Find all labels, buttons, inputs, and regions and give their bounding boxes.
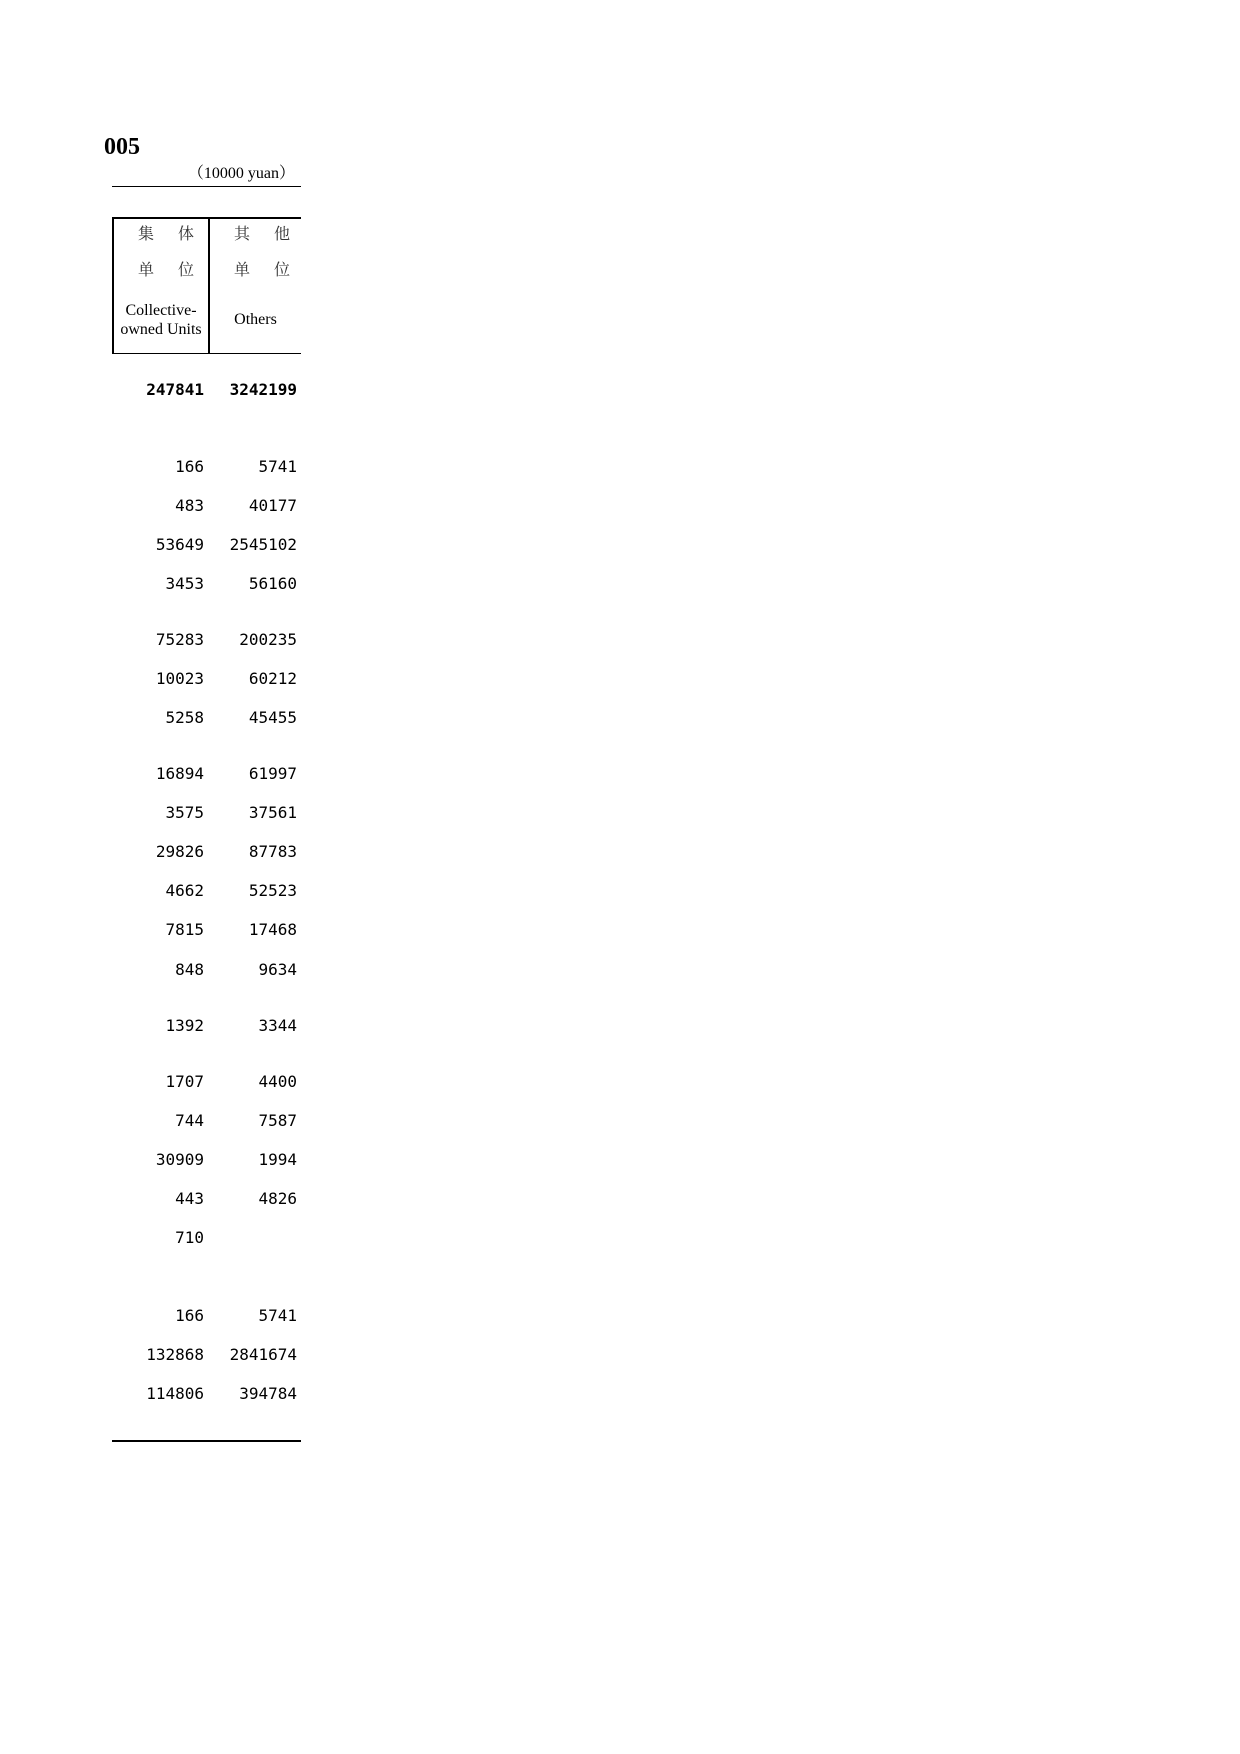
table-row bbox=[112, 1343, 301, 1367]
column-header-en-line1: Others bbox=[234, 311, 277, 328]
column-header-en-line2: owned Units bbox=[120, 321, 202, 338]
cell-others: 40177 bbox=[248, 496, 297, 515]
cell-collective-owned: 1392 bbox=[165, 1016, 204, 1035]
cell-others: 5741 bbox=[258, 1306, 297, 1325]
cell-collective-owned: 443 bbox=[175, 1189, 204, 1208]
cell-collective-owned: 16894 bbox=[155, 764, 204, 783]
cell-others: 200235 bbox=[239, 630, 297, 649]
table-row bbox=[112, 455, 301, 479]
page-title bbox=[104, 130, 172, 164]
column-header-zh-line1: 集体 bbox=[138, 226, 219, 243]
table-row bbox=[112, 1187, 301, 1211]
cell-others: 9634 bbox=[258, 960, 297, 979]
cell-others: 4826 bbox=[258, 1189, 297, 1208]
table-row bbox=[112, 958, 301, 982]
column-header-en-line1: Collective- bbox=[125, 302, 197, 319]
column-header-zh-line2: 单位 bbox=[138, 262, 219, 279]
column-header-others bbox=[210, 219, 315, 353]
table-row bbox=[112, 706, 301, 730]
table-row bbox=[112, 1304, 301, 1328]
cell-others: 3242199 bbox=[229, 380, 297, 399]
table-row bbox=[112, 628, 301, 652]
cell-collective-owned: 3575 bbox=[165, 803, 204, 822]
cell-collective-owned: 132868 bbox=[146, 1345, 204, 1364]
column-header-en bbox=[114, 301, 208, 339]
cell-others: 7587 bbox=[258, 1111, 297, 1130]
header-bottom-border bbox=[112, 353, 301, 354]
cell-others: 37561 bbox=[248, 803, 297, 822]
table-row bbox=[112, 1148, 301, 1172]
cell-collective-owned: 247841 bbox=[146, 380, 204, 399]
column-header-zh-line1: 其他 bbox=[234, 226, 315, 243]
cell-collective-owned: 166 bbox=[175, 457, 204, 476]
cell-collective-owned: 3453 bbox=[165, 574, 204, 593]
table-row bbox=[112, 1014, 301, 1038]
table-row bbox=[112, 1226, 301, 1250]
cell-collective-owned: 10023 bbox=[155, 669, 204, 688]
table-row bbox=[112, 918, 301, 942]
table-row bbox=[112, 879, 301, 903]
table-row bbox=[112, 1109, 301, 1133]
cell-others: 3344 bbox=[258, 1016, 297, 1035]
cell-collective-owned: 29826 bbox=[155, 842, 204, 861]
cell-others: 56160 bbox=[248, 574, 297, 593]
column-header-zh-line2: 单位 bbox=[234, 262, 315, 279]
cell-others: 87783 bbox=[248, 842, 297, 861]
table-row bbox=[112, 572, 301, 596]
table-row bbox=[112, 378, 301, 402]
cell-others: 4400 bbox=[258, 1072, 297, 1091]
cell-collective-owned: 53649 bbox=[155, 535, 204, 554]
cell-collective-owned: 114806 bbox=[146, 1384, 204, 1403]
table-row bbox=[112, 801, 301, 825]
cell-others: 61997 bbox=[248, 764, 297, 783]
table-row bbox=[112, 533, 301, 557]
unit-label: （10000 yuan） bbox=[187, 165, 295, 182]
cell-others: 2545102 bbox=[229, 535, 297, 554]
cell-others: 45455 bbox=[248, 708, 297, 727]
cell-collective-owned: 744 bbox=[175, 1111, 204, 1130]
cell-collective-owned: 75283 bbox=[155, 630, 204, 649]
table-row bbox=[112, 667, 301, 691]
cell-others: 2841674 bbox=[229, 1345, 297, 1364]
unit-underline bbox=[112, 186, 301, 187]
cell-others: 17468 bbox=[248, 920, 297, 939]
table-bottom-border bbox=[112, 1440, 301, 1442]
cell-collective-owned: 710 bbox=[175, 1228, 204, 1247]
cell-collective-owned: 483 bbox=[175, 496, 204, 515]
table-row bbox=[112, 840, 301, 864]
cell-collective-owned: 848 bbox=[175, 960, 204, 979]
cell-others: 394784 bbox=[239, 1384, 297, 1403]
table-row bbox=[112, 494, 301, 518]
cell-others: 5741 bbox=[258, 457, 297, 476]
cell-collective-owned: 5258 bbox=[165, 708, 204, 727]
cell-collective-owned: 4662 bbox=[165, 881, 204, 900]
cell-others: 60212 bbox=[248, 669, 297, 688]
cell-collective-owned: 7815 bbox=[165, 920, 204, 939]
cell-others: 1994 bbox=[258, 1150, 297, 1169]
table-row bbox=[112, 1070, 301, 1094]
cell-collective-owned: 166 bbox=[175, 1306, 204, 1325]
table-row bbox=[112, 762, 301, 786]
column-header-collective bbox=[114, 219, 219, 353]
table-row bbox=[112, 1382, 301, 1406]
page-title-text: 005 bbox=[104, 134, 140, 160]
column-header-en bbox=[210, 310, 301, 329]
cell-others: 52523 bbox=[248, 881, 297, 900]
cell-collective-owned: 30909 bbox=[155, 1150, 204, 1169]
cell-collective-owned: 1707 bbox=[165, 1072, 204, 1091]
